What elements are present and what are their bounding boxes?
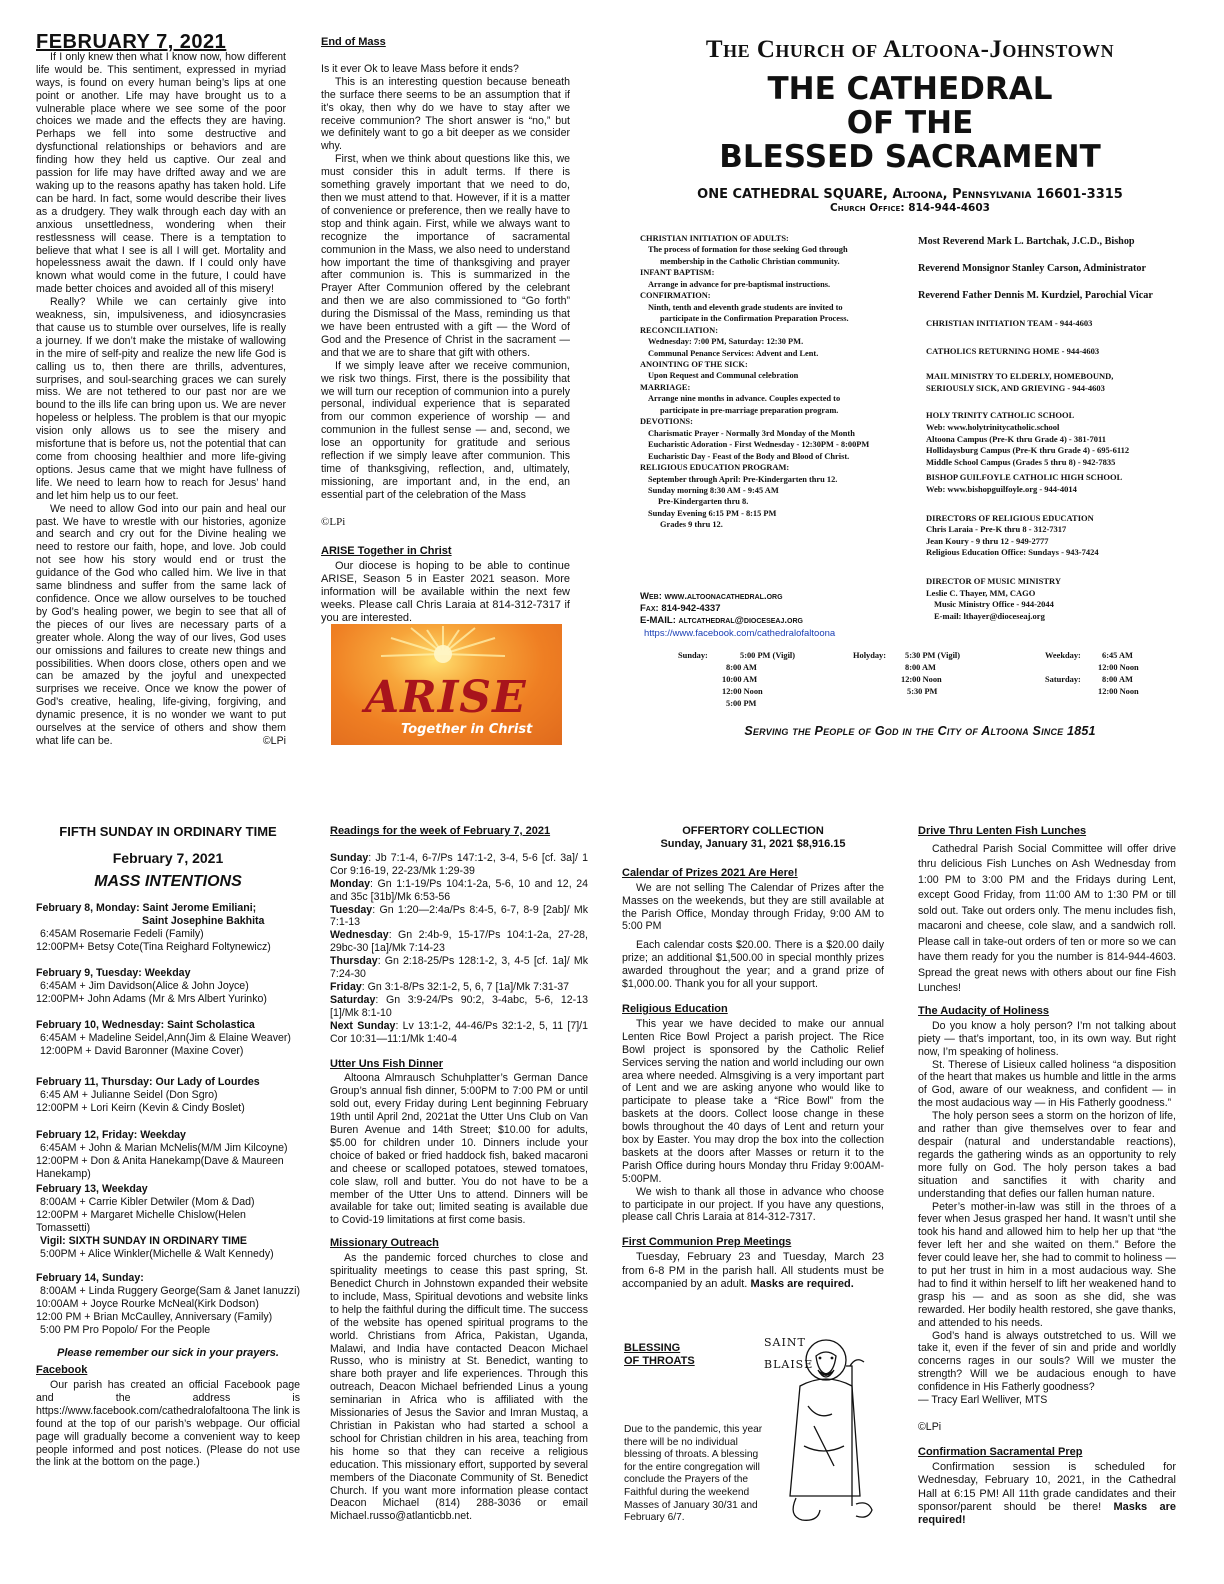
- reflection-paragraph: Really? While we can certainly give into weakness, sin, impulsiveness, and idiosyncrasies that cause us to stumble over ourselves, life is really a journey. If we don’t make the mistake of wallowing in the mire of self-pity and realize the new life God is calling us to, then there are thrills, adventures, surprises, and soul-searching graces we can surely miss. We are not tethered to our past nor are we bound to the ills life can bring upon us. We are never hopeless or helpless. The problem is that our myopic vision only allows us to see the misery and misfortune that is before us, not the potential that can come from choosing healthier and more life-giving options. Jesus came that we might have fullness of life. We need to learn how to reach for Jesus’ hand and let him help us to our feet.: [36, 296, 286, 502]
- religious-education-text: We wish to thank all those in advance who choose to participate in our project. If you have any questions, please call Chris Laraia at 814-312-7317.: [622, 1185, 884, 1224]
- sacrament-heading: CHRISTIAN INITIATION OF ADULTS:: [640, 234, 789, 243]
- confirmation-text: [918, 1461, 1176, 1528]
- end-of-mass-paragraph: First, when we think about questions like this, we must consider this in adult terms. If there is something gravely important that we need to do, then we must attend to that. However, if it is a matter of convenience or preference, then we really have to stop and think again. First, while we always want to recognize the importance of sacramental communion in the Mass, we also need to understand how important the time of thanksgiving and prayer after communion is. This is summarized in the Prayer After Communion offered by the celebrant and then we are also commissioned to “Go forth” during the Dismissal of the Mass, reminding us that we have been entrusted with a gift — the Word of God and the Presence of Christ in the sacrament — and that we are to share that gift with others.: [321, 153, 570, 359]
- reading-item: [330, 955, 588, 981]
- fish-lunch-column: [918, 825, 1176, 1528]
- sacrament-line: Wednesday: 7:00 PM, Saturday: 12:30 PM.: [648, 337, 804, 347]
- intention-day: [36, 1272, 300, 1337]
- sacrament-line: Eucharistic Adoration - First Wednesday - 12:30PM - 8:00PM: [648, 440, 870, 450]
- offertory-title: OFFERTORY COLLECTION: [682, 825, 824, 837]
- mass-time: 6:45 AM: [1102, 651, 1133, 660]
- reading-item: [330, 852, 588, 878]
- ministry-line: DIRECTOR OF MUSIC MINISTRY: [926, 575, 1062, 586]
- arise-logo-word: ARISE: [365, 672, 527, 723]
- communion-details: Tuesday, February 23 and Tuesday, March 23 from 6-8 PM in the parish hall. All students must be accompanied by an adult.: [622, 1251, 884, 1291]
- reading-day: Friday: [330, 980, 362, 993]
- sacrament-line: Grades 9 thru 12.: [660, 520, 723, 530]
- reading-item: [330, 994, 588, 1020]
- ministry-line: Hollidaysburg Campus (Pre-K thru Grade 4) - 695-6112: [926, 445, 1130, 456]
- ministry-line: Web: www.holytrinitycatholic.school: [926, 421, 1060, 432]
- mass-time: 12:00 Noon: [1098, 663, 1139, 672]
- cathedral-title-3: BLESSED SACRAMENT: [719, 139, 1101, 175]
- sick-note: Please remember our sick in your prayers.: [57, 1347, 279, 1359]
- masthead: [632, 36, 1188, 214]
- intention-item: 6:45 AM + Julianne Seidel (Don Sgro): [40, 1089, 218, 1101]
- sacrament-heading: MARRIAGE:: [640, 382, 691, 392]
- intention-day-heading: February 12, Friday: Weekday: [36, 1129, 186, 1141]
- mass-time: 5:00 PM (Vigil): [740, 651, 796, 660]
- sacrament-heading: RECONCILIATION:: [640, 325, 719, 335]
- communion-heading: First Communion Prep Meetings: [622, 1236, 792, 1249]
- mass-times: [640, 650, 1196, 712]
- email-link[interactable]: E-MAIL: altcathedral@dioceseaj.org: [640, 614, 803, 626]
- saturday-label: Saturday:: [1045, 675, 1081, 684]
- ministry-line: Chris Laraia - Pre-K thru 8 - 312-7317: [926, 524, 1067, 535]
- sacrament-line: September through April: Pre-Kindergarten thru 12.: [648, 474, 838, 484]
- sacrament-heading: CONFIRMATION:: [640, 291, 711, 301]
- intention-day-heading: February 11, Thursday: Our Lady of Lourdes: [36, 1076, 260, 1088]
- confirmation-heading: Confirmation Sacramental Prep: [918, 1445, 1083, 1458]
- arise-text: Our diocese is hoping to be able to continue ARISE, Season 5 in Easter 2021 season. More information will be available within the next few weeks. Please call Chris Laraia at 814-312-7317 if you are interested.: [321, 559, 570, 625]
- religious-education-heading: Religious Education: [622, 1002, 728, 1015]
- intention-item: 12:00PM + Margaret Michelle Chislow(Helen Tomassetti): [36, 1209, 246, 1234]
- mass-time: 12:00 Noon: [1098, 687, 1139, 696]
- end-of-mass-column: [321, 36, 570, 626]
- ministry-line: DIRECTORS OF RELIGIOUS EDUCATION: [926, 512, 1094, 523]
- clergy-block: [918, 236, 1194, 301]
- credit: ©LPi: [321, 515, 346, 528]
- missionary-heading: Missionary Outreach: [330, 1237, 439, 1250]
- fish-dinner-heading: Utter Uns Fish Dinner: [330, 1057, 444, 1070]
- ministry-line: E-mail: lthayer@dioceseaj.org: [934, 610, 1045, 621]
- intention-day-heading: February 10, Wednesday: Saint Scholastica: [36, 1019, 255, 1031]
- weekday-label: Weekday:: [1045, 651, 1081, 660]
- sacrament-line: Arrange nine months in advance. Couples expected to: [648, 394, 841, 404]
- fax-number: Fax: 814-942-4337: [640, 602, 721, 614]
- saint-label: SAINT: [764, 1336, 806, 1349]
- readings-column: [330, 825, 588, 1523]
- end-of-mass-paragraph: This is an interesting question because beneath the surface there seems to be an assumption that if it’s okay, then why do we have to stay after we receive communion? The short answer is “no,” but we definitely want to go a bit deeper as we consider why.: [321, 75, 570, 153]
- sacrament-line: Communal Penance Services: Advent and Lent.: [648, 348, 819, 358]
- reading-day: Monday: [330, 877, 371, 890]
- tagline: Serving the People of God in the City of Altoona Since 1851: [744, 724, 1096, 738]
- reading-text: : Gn 2:4b-9, 15-17/Ps 104:1-2a, 27-28, 29bc-30 [1a]/Mk 7:14-23: [330, 929, 588, 955]
- reading-item: [330, 878, 588, 904]
- intention-day-heading: Saint Josephine Bakhita: [142, 915, 265, 927]
- sacraments-block: [640, 233, 910, 531]
- intention-item: 12:00PM + Lori Keirn (Kevin & Cindy Boslet): [36, 1102, 245, 1114]
- intention-item: 6:45AM + Jim Davidson(Alice & John Joyce): [40, 980, 249, 992]
- sacrament-line: Pre-Kindergarten thru 8.: [658, 497, 749, 507]
- intention-item: 12:00PM+ John Adams (Mr & Mrs Albert Yurinko): [36, 993, 267, 1005]
- clergy-vicar: Reverend Father Dennis M. Kurdziel, Parochial Vicar: [918, 290, 1153, 301]
- reflection-paragraph: If I only knew then what I know now, how different life would be. This sentiment, expressed in myriad ways, is found on every human being’s lips at one point or another. Life may have brought us to a vulnerable place where we see some of the poor choices we made and the effects they are having. Perhaps we fell into some destructive and dysfunctional relationships or behaviors and are finding how they held us captive. Our zeal and passion for life may have drifted away and we are waking up to the reasons apathy has taken hold. Life can be hard. In fact, some would describe their lives as a drudgery. They walk through each day with an anxious unsettledness, wondering when their restlessness will cease. There is a temptation to believe that what I see is all I will get. Mortality and hopelessness await the dawn. If I could only have known what would come in the future, I could have made better choices and avoided all of this misery!: [36, 50, 286, 296]
- ministry-line: SERIOUSLY SICK, AND GRIEVING - 944-4603: [926, 382, 1105, 393]
- ministry-line: Web: www.bishopguilfoyle.org - 944-4014: [926, 483, 1077, 494]
- intention-item: 6:45AM + Madeline Seidel,Ann(Jim & Elaine Weaver): [40, 1032, 291, 1044]
- holyday-label: Holyday:: [853, 651, 887, 660]
- sacrament-line: Ninth, tenth and eleventh grade students are invited to: [648, 302, 843, 312]
- blessing-text: Due to the pandemic, this year there will be no individual blessing of throats. A blessing for the entire congregation will conclude the Prayers of the Faithful during the weekend Masses of January 30/31 and February 6/7.: [624, 1424, 763, 1524]
- holiness-paragraph: God’s hand is always outstretched to us. Will we take it, even if the fever of sin and pride and worldly concerns rages in our souls? Will we muster the strength? Will we be audacious enough to have confidence in His Fatherly goodness?: [918, 1329, 1176, 1394]
- sacrament-line: Upon Request and Communal celebration: [648, 371, 799, 381]
- mass-time: 8:00 AM: [1102, 675, 1133, 684]
- offertory-column: [622, 825, 884, 1292]
- credit: ©LPi: [262, 734, 286, 747]
- reading-text: : Gn 1:1-19/Ps 104:1-2a, 5-6, 10 and 12, 24 and 35c [31b]/Mk 6:53-56: [330, 877, 588, 903]
- intention-day-heading: February 13, Weekday: [36, 1183, 148, 1195]
- holiness-paragraph: Peter’s mother-in-law was still in the throes of a fever when Jesus grasped her hand. It wasn’t until she took his hand and allowed him to help her up that “the fever left her and she waited on them.” Before the fever could leave her, she had to commit to holiness — to put her trust in him in a most audacious way. She had to find it within herself to lift her weakened hand to grasp his — and as soon as she did, she was rewarded. Her bodily health restored, she gave thanks, and attended to his needs.: [918, 1200, 1176, 1329]
- mass-time: 8:00 AM: [905, 663, 936, 672]
- reflection-paragraph: We need to allow God into our pain and heal our past. We have to wrestle with our histories, agonize and search and cry out for the Divine healing we need to restore our faith, hope, and love. Job could not see how his story would end or trust the guidance of the God who called him. We live in that same blindness and suffer from the same lack of confidence. Once we allow ourselves to be touched by God’s healing power, we begin to see that all of the pieces of our lives are necessary parts of a greater whole. Along the way of our lives, God uses our omissions and failures to create new things and possibilities. When doors close, others open and we can be amazed by the joyful and unexpected surprises we receive. Once we know the power of God’s creative, healing, life-giving, forgiving, and dynamic presence, it is no wonder we want to put ourselves at the service of others and show them what life can be.: [36, 502, 286, 747]
- intention-item: 12:00PM + David Baronner (Maxine Cover): [40, 1045, 244, 1057]
- mass-time: 5:30 PM: [907, 687, 938, 696]
- ministry-line: CHRISTIAN INITIATION TEAM - 944-4603: [926, 318, 1093, 328]
- blessing-heading-1: BLESSING: [624, 1342, 681, 1354]
- office-phone: Church Office: 814-944-4603: [830, 202, 990, 214]
- offertory-amount: Sunday, January 31, 2021 $8,916.15: [660, 837, 846, 850]
- reading-item: [330, 981, 588, 994]
- reading-item: [330, 929, 588, 955]
- intention-day-heading: February 14, Sunday:: [36, 1272, 144, 1284]
- ministry-line: Leslie C. Thayer, MM, CAGO: [926, 587, 1036, 598]
- sacrament-line: membership in the Catholic Christian community.: [660, 256, 840, 266]
- holiness-paragraph: Do you know a holy person? I’m not talking about piety — that’s important, too, in its own way. But right now, I’m speaking of holiness.: [918, 1019, 1176, 1058]
- intentions-heading: MASS INTENTIONS: [94, 873, 242, 890]
- date-heading: FEBRUARY 7, 2021: [36, 31, 227, 53]
- sacrament-heading: ANOINTING OF THE SICK:: [640, 359, 748, 369]
- reading-text: : Jb 7:1-4, 6-7/Ps 147:1-2, 3-4, 5-6 [cf. 3a]/ 1 Cor 9:16-19, 22-23/Mk 1:29-39: [330, 851, 588, 877]
- missionary-text: As the pandemic forced churches to close and spirituality meetings to cease this past spring, St. Benedict Church in Johnstown expanded their website to include, Mass, Spiritual devotions and website links to help the faithful during the difficult time. The success of the website has opened spiritual programs to the world. Christians from Africa, Pakistan, Uganda, Malawi, and India have contacted Deacon Michael Russo, who is ministry at St. Benedict, wanting to share both prayer and life experiences. Through this outreach, Deacon Michael befriended Linus a young seminarian in Africa who is affiliated with the Missionaries of Jesus the Savior and Imran Mustaq, a Christian in Pakistan who had started a school a school for Christian children in his area, teaching from his home so that they can receive a religious education. This missionary effort, supported by several members of the Diaconate Community of St. Benedict Church. If you want more information please contact Deacon Michael (814) 288-3036 or email Michael.russo@atlanticbb.net.: [330, 1252, 588, 1523]
- sacrament-line: Arrange in advance for pre-baptismal instructions.: [648, 279, 831, 289]
- blessing-heading: [624, 1342, 695, 1368]
- mass-time: 12:00 Noon: [722, 687, 763, 696]
- church-of-title: The Church of Altoona-Johnstown: [705, 36, 1115, 63]
- web-link[interactable]: Web: www.altoonacathedral.org: [640, 591, 783, 602]
- ministry-line: MAIL MINISTRY TO ELDERLY, HOMEBOUND,: [926, 371, 1114, 382]
- facebook-text: Our parish has created an official Facebook page and the address is https://www.facebook.com/cathedralofaltoona The link is found at the top of our parish’s webpage. Our official page will gradually become a convenient way to keep people informed and post notices. (Please do not use the link at the bottom on the page.): [36, 1379, 300, 1469]
- prizes-heading: Calendar of Prizes 2021 Are Here!: [622, 866, 798, 879]
- ministry-line: Music Ministry Office - 944-2044: [934, 599, 1054, 610]
- arise-logo-tagline: Together in Christ: [401, 722, 533, 737]
- intention-day: [36, 1183, 300, 1261]
- sacrament-line: The process of formation for those seeking God through: [648, 245, 848, 255]
- reading-day: Thursday: [330, 955, 378, 968]
- clergy-bishop: Most Reverend Mark L. Bartchak, J.C.D., Bishop: [918, 236, 1135, 247]
- reflection-column: [36, 31, 286, 748]
- sacrament-line: Sunday morning 8:30 AM - 9:45 AM: [648, 485, 779, 495]
- prizes-text: Each calendar costs $20.00. There is a $20.00 daily prize; an additional $1,500.00 in special monthly prizes awarded throughout the year; and a grand prize of $1,000.00. Thank you for all your support.: [622, 939, 884, 991]
- credit: ©LPi: [918, 1421, 942, 1433]
- ministry-line: HOLY TRINITY CATHOLIC SCHOOL: [926, 410, 1075, 421]
- holiness-author: — Tracy Earl Welliver, MTS: [918, 1394, 1048, 1407]
- intention-vigil: Vigil: SIXTH SUNDAY IN ORDINARY TIME: [40, 1235, 248, 1247]
- intention-day-heading: February 9, Tuesday: Weekday: [36, 967, 191, 979]
- holiness-paragraph: St. Therese of Lisieux called holiness “a disposition of the heart that makes us humble and little in the arms of God, aware of our weakness, and confident — in the most audacious way — in His Fatherly goodness.”: [918, 1058, 1176, 1110]
- reading-text: : Gn 2:18-25/Ps 128:1-2, 3, 4-5 [cf. 1a]/ Mk 7:24-30: [330, 955, 588, 981]
- intention-day: [36, 1076, 300, 1115]
- intention-day: [36, 1019, 300, 1058]
- reading-text: : Gn 3:1-8/Ps 32:1-2, 5, 6, 7 [1a]/Mk 7:31-37: [361, 980, 570, 993]
- ministries-block: [926, 318, 1196, 622]
- mass-time: 5:30 PM (Vigil): [905, 651, 961, 660]
- ministry-line: BISHOP GUILFOYLE CATHOLIC HIGH SCHOOL: [926, 472, 1123, 483]
- sacrament-line: participate in pre-marriage preparation program.: [660, 405, 839, 415]
- intention-day: [36, 1129, 300, 1181]
- intention-day-heading: February 8, Monday: Saint Jerome Emiliani;: [36, 902, 257, 914]
- intention-item: 8:00AM + Carrie Kibler Detwiler (Mom & Dad): [40, 1196, 255, 1208]
- blaise-label: BLAISE: [764, 1358, 814, 1371]
- confirmation-details: Confirmation session is scheduled for Wednesday, February 10, 2021, in the Cathedral Hall at 6:15 PM! All 11th grade candidates and their sponsor/parent should be there!: [918, 1460, 1176, 1514]
- holiness-heading: The Audacity of Holiness: [918, 1004, 1050, 1017]
- sacrament-line: Charismatic Prayer - Normally 3rd Monday of the Month: [648, 428, 855, 438]
- prizes-text: We are not selling The Calendar of Prizes after the Masses on the weekends, but they are still available at the Parish Office, Monday through Friday, 9:00 AM to 5:00 PM: [622, 881, 884, 933]
- sunday-label: Sunday:: [678, 651, 708, 660]
- end-of-mass-heading: End of Mass: [321, 36, 386, 48]
- confirmation-masks: Masks are required!: [918, 1501, 1176, 1527]
- intentions-title: FIFTH SUNDAY IN ORDINARY TIME: [59, 824, 277, 839]
- reading-item: [330, 1020, 588, 1046]
- mass-time: 5:00 PM: [726, 699, 757, 708]
- arise-heading: ARISE Together in Christ: [321, 544, 452, 557]
- religious-education-text: This year we have decided to make our annual Lenten Rice Bowl Project a parish project. The Rice Bowl project is sponsored by the Catholic Relief Services serving the nation and world including our own area where needed. Almsgiving is a very important part of Lent and we are asking anyone who would like to participate to please take a “Rice Bowl” from the baskets at the doors. Collect loose change in these bowls throughout the 40 days of Lent and return your box by Easter. You may drop the box into the collection baskets at the doors after Masses or return it to the Parish Office during hours Monday thru Friday 9:00AM-5:00PM.: [622, 1017, 884, 1185]
- intention-item: 5:00 PM Pro Popolo/ For the People: [40, 1324, 211, 1336]
- fish-lunch-text: Cathedral Parish Social Committee will offer drive thru delicious Fish Lunches on Ash Wednesday from 1:00 PM to 3:00 PM and the Fridays during Lent, except Good Friday, from 11:00 AM to 1:30 PM or till sold out. Take out orders only. The menu includes fish, macaroni and cheese, cole slaw, and a sandwich roll. Please call in take-out orders of ten or more so we can have them ready for you the number is 814-944-4603. Spread the great news with others about our fine Fish Lunches!: [918, 842, 1176, 995]
- fish-dinner-text: Altoona Almrausch Schuhplatter’s German Dance Group’s annual fish dinner, 5:00PM to 7:00 PM or until sold out, every Friday during Lent beginning February 19th until April 2nd, 2021at the Utter Uns Club on Van Buren Avenue and 14th Street; $10.00 for adults, $5.00 for children under 10. Dinners include your choice of baked or fried haddock fish, baked macaroni and cheese or scalloped potatoes, stewed tomatoes, cole slaw, roll and butter. You do not have to be a member of the Utter Uns to attend. Dinners will be available for take out; limited seating is available due to Covid-19 limitations at first come basis.: [330, 1072, 588, 1227]
- sacrament-heading: DEVOTIONS:: [640, 417, 693, 427]
- intention-day: [36, 902, 300, 954]
- cathedral-title-1: THE CATHEDRAL: [767, 71, 1053, 107]
- sacrament-heading: RELIGIOUS EDUCATION PROGRAM:: [640, 463, 790, 473]
- reading-day: Wednesday: [330, 929, 389, 942]
- intention-item: 12:00PM + Don & Anita Hanekamp(Dave & Maureen Hanekamp): [36, 1155, 284, 1180]
- reading-text: : Gn 1:20—2:4a/Ps 8:4-5, 6-7, 8-9 [2ab]/ Mk 7:1-13: [330, 903, 588, 929]
- reading-text: : Gn 3:9-24/Ps 90:2, 3-4abc, 5-6, 12-13 [1]/Mk 8:1-10: [330, 993, 588, 1019]
- clergy-administrator: Reverend Monsignor Stanley Carson, Administrator: [918, 263, 1146, 274]
- sacrament-line: Eucharistic Day - Feast of the Body and Blood of Christ.: [648, 451, 850, 461]
- facebook-heading: Facebook: [36, 1364, 88, 1376]
- reading-day: Next Sunday: [330, 1019, 396, 1032]
- saint-blaise-icon: [760, 1326, 890, 1526]
- intention-item: 10:00AM + Joyce Rourke McNeal(Kirk Dodson): [36, 1298, 259, 1310]
- reading-day: Tuesday: [330, 903, 373, 916]
- reading-text: : Lv 13:1-2, 44-46/Ps 32:1-2, 5, 11 [7]/1 Cor 10:31—11:1/Mk 1:40-4: [330, 1019, 588, 1045]
- facebook-link[interactable]: https://www.facebook.com/cathedralofaltoona: [644, 628, 836, 640]
- blessing-heading-2: OF THROATS: [624, 1355, 695, 1367]
- reading-day: Sunday: [330, 851, 369, 864]
- mass-time: 12:00 Noon: [901, 675, 942, 684]
- ministry-line: Religious Education Office: Sundays - 943-7424: [926, 547, 1099, 558]
- intention-item: 6:45AM Rosemarie Fedeli (Family): [40, 928, 204, 940]
- ministry-line: CATHOLICS RETURNING HOME - 944-4603: [926, 345, 1100, 356]
- mass-time: 10:00 AM: [722, 675, 758, 684]
- intentions-date: February 7, 2021: [112, 850, 224, 866]
- ministry-line: Jean Koury - 9 thru 12 - 949-2777: [926, 535, 1049, 546]
- end-of-mass-paragraph: If we simply leave after we receive communion, we risk two things. First, there is the possibility that we will turn our reception of communion into a purely personal, individual experience that is separated from our common experience of worship — and communion in the fullest sense — and, second, we lose an opportunity for gratitude and serious reflection if we simply leave after communion. This time of thanksgiving, reflection, and, ultimately, missioning, are important and, in the end, an essential part of the celebration of the Mass: [321, 359, 570, 501]
- intention-item: 6:45AM + John & Marian McNelis(M/M Jim Kilcoyne): [40, 1142, 288, 1154]
- sacrament-heading: INFANT BAPTISM:: [640, 268, 715, 278]
- holiness-paragraph: The holy person sees a storm on the horizon of life, and rather than give themselves over to fear and despair (natural and understandable reactions), regards the gathering winds as an opportunity to rely more fully on God. The holy person takes a bad situation and sanctifies it with charity and understanding that defies our fallen human nature.: [918, 1110, 1176, 1200]
- communion-masks: Masks are required.: [750, 1278, 854, 1291]
- address: ONE CATHEDRAL SQUARE, Altoona, Pennsylvania 16601-3315: [697, 187, 1123, 202]
- contact-block: [640, 591, 910, 640]
- intention-day: [36, 967, 300, 1006]
- end-of-mass-question: Is it ever Ok to leave Mass before it ends?: [321, 62, 519, 75]
- fish-lunch-heading: Drive Thru Lenten Fish Lunches: [918, 825, 1087, 837]
- sacrament-line: Sunday Evening 6:15 PM - 8:15 PM: [648, 508, 777, 518]
- readings-heading: Readings for the week of February 7, 2021: [330, 825, 551, 837]
- saint-blaise-illustration: [760, 1326, 890, 1526]
- intention-item: 5:00PM + Alice Winkler(Michelle & Walt Kennedy): [40, 1248, 274, 1260]
- reading-item: [330, 904, 588, 930]
- ministry-line: Altoona Campus (Pre-K thru Grade 4) - 381-7011: [926, 433, 1106, 444]
- communion-text: [622, 1251, 884, 1291]
- cathedral-title-2: OF THE: [846, 105, 974, 141]
- reading-day: Saturday: [330, 993, 376, 1006]
- intention-item: 8:00AM + Linda Ruggery George(Sam & Janet Ianuzzi): [40, 1285, 300, 1297]
- arise-logo: [331, 624, 562, 745]
- ministry-line: Middle School Campus (Grades 5 thru 8) - 942-7835: [926, 456, 1116, 467]
- sacrament-line: participate in the Confirmation Preparation Process.: [660, 314, 849, 324]
- mass-intentions: [36, 825, 300, 1469]
- intention-item: 12:00 PM + Brian McCaulley, Anniversary (Family): [36, 1311, 273, 1323]
- mass-time: 8:00 AM: [726, 663, 757, 672]
- intention-item: 12:00PM+ Betsy Cote(Tina Reighard Foltynewicz): [36, 941, 271, 953]
